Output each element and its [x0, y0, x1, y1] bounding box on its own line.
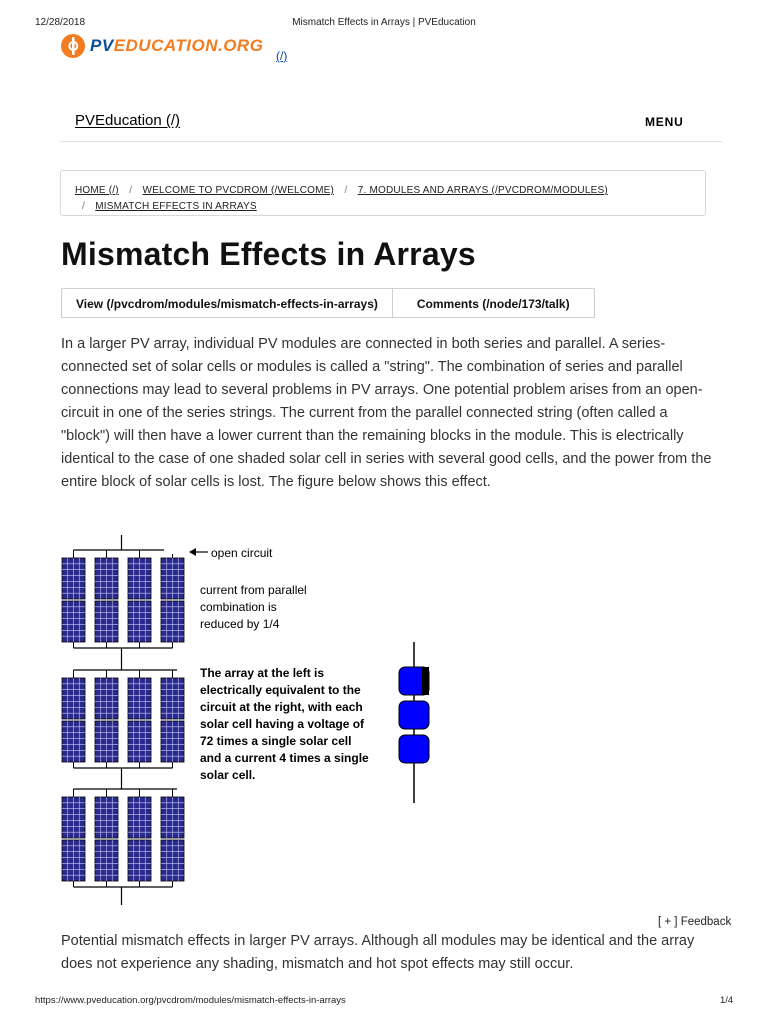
current-note-line: combination is — [200, 600, 277, 614]
equivalent-note-line: 72 times a single solar cell — [200, 734, 352, 748]
logo-root-link[interactable]: (/) — [276, 49, 288, 63]
content-tabs — [61, 288, 595, 318]
open-circuit-arrow-icon — [189, 548, 208, 556]
figure-caption: Potential mismatch effects in larger PV arrays. Although all modules may be identical and the array does not experience any shading, mismatch and hot spot effects may still occur. — [61, 933, 695, 972]
intro-paragraph: In a larger PV array, individual PV modules are connected in both series and parallel. A series-connected set of solar cells or modules is called a "string". The combination of series and parallel connections may lead to several problems in PV arrays. One potential problem arises from an open-circuit in one of the series strings. The current from the parallel connected string (often called a "block") will then have a lower current than the remaining blocks in the module. This is electrically identical to the case of one shaded solar cell in series with several good cells, and the power from the entire block of solar cells is lost. The figure below shows this effect. — [61, 336, 712, 490]
breadcrumb-welcome[interactable]: WELCOME TO PVCDROM (/WELCOME) — [142, 185, 335, 196]
equivalent-note-line: solar cell. — [200, 768, 256, 782]
print-title: Mismatch Effects in Arrays | PVEducation — [292, 17, 476, 28]
menu-button[interactable]: MENU — [645, 115, 684, 129]
nav-divider — [60, 141, 722, 142]
equivalent-note-line: The array at the left is — [200, 666, 325, 680]
print-url: https://www.pveducation.org/pvcdrom/modules/mismatch-effects-in-arrays — [35, 995, 346, 1006]
page-title: Mismatch Effects in Arrays — [61, 236, 476, 272]
tab-comments[interactable]: Comments (/node/173/talk) — [393, 288, 595, 318]
print-page-number: 1/4 — [720, 995, 734, 1006]
equivalent-note-line: and a current 4 times a single — [200, 751, 369, 765]
breadcrumb-separator: / — [344, 185, 348, 196]
tab-view[interactable]: View (/pvcdrom/modules/mismatch-effects-in-arrays) — [61, 288, 393, 318]
feedback-button[interactable]: [ + ] Feedback — [658, 916, 732, 928]
equivalent-cell-shade — [422, 667, 429, 695]
equivalent-note-line: solar cell having a voltage of — [200, 717, 365, 731]
logo-rest: EDUCATION.ORG — [113, 36, 264, 55]
site-title-link[interactable]: PVEducation (/) — [75, 112, 181, 129]
breadcrumb-modules[interactable]: 7. MODULES AND ARRAYS (/PVCDROM/MODULES) — [357, 185, 608, 196]
print-date: 12/28/2018 — [35, 17, 86, 28]
breadcrumb — [60, 170, 706, 216]
breadcrumb-separator: / — [82, 201, 85, 212]
equivalent-cell — [399, 701, 429, 729]
breadcrumb-current[interactable]: MISMATCH EFFECTS IN ARRAYS — [95, 201, 257, 212]
equivalent-note-line: electrically equivalent to the — [200, 683, 361, 697]
mismatch-figure — [55, 530, 455, 915]
open-circuit-label: open circuit — [211, 546, 273, 560]
logo-sun-icon — [60, 33, 86, 59]
equivalent-cell — [399, 735, 429, 763]
breadcrumb-home[interactable]: HOME (/) — [75, 185, 119, 196]
equivalent-circuit — [399, 642, 429, 803]
current-note-line: current from parallel — [200, 583, 307, 597]
site-logo[interactable] — [60, 33, 263, 59]
logo-pv: PV — [90, 36, 114, 55]
pv-array-diagram — [62, 535, 184, 905]
breadcrumb-separator: / — [129, 185, 133, 196]
logo-wordmark — [90, 36, 263, 56]
current-note-line: reduced by 1/4 — [200, 617, 280, 631]
equivalent-note-line: circuit at the right, with each — [200, 700, 363, 714]
